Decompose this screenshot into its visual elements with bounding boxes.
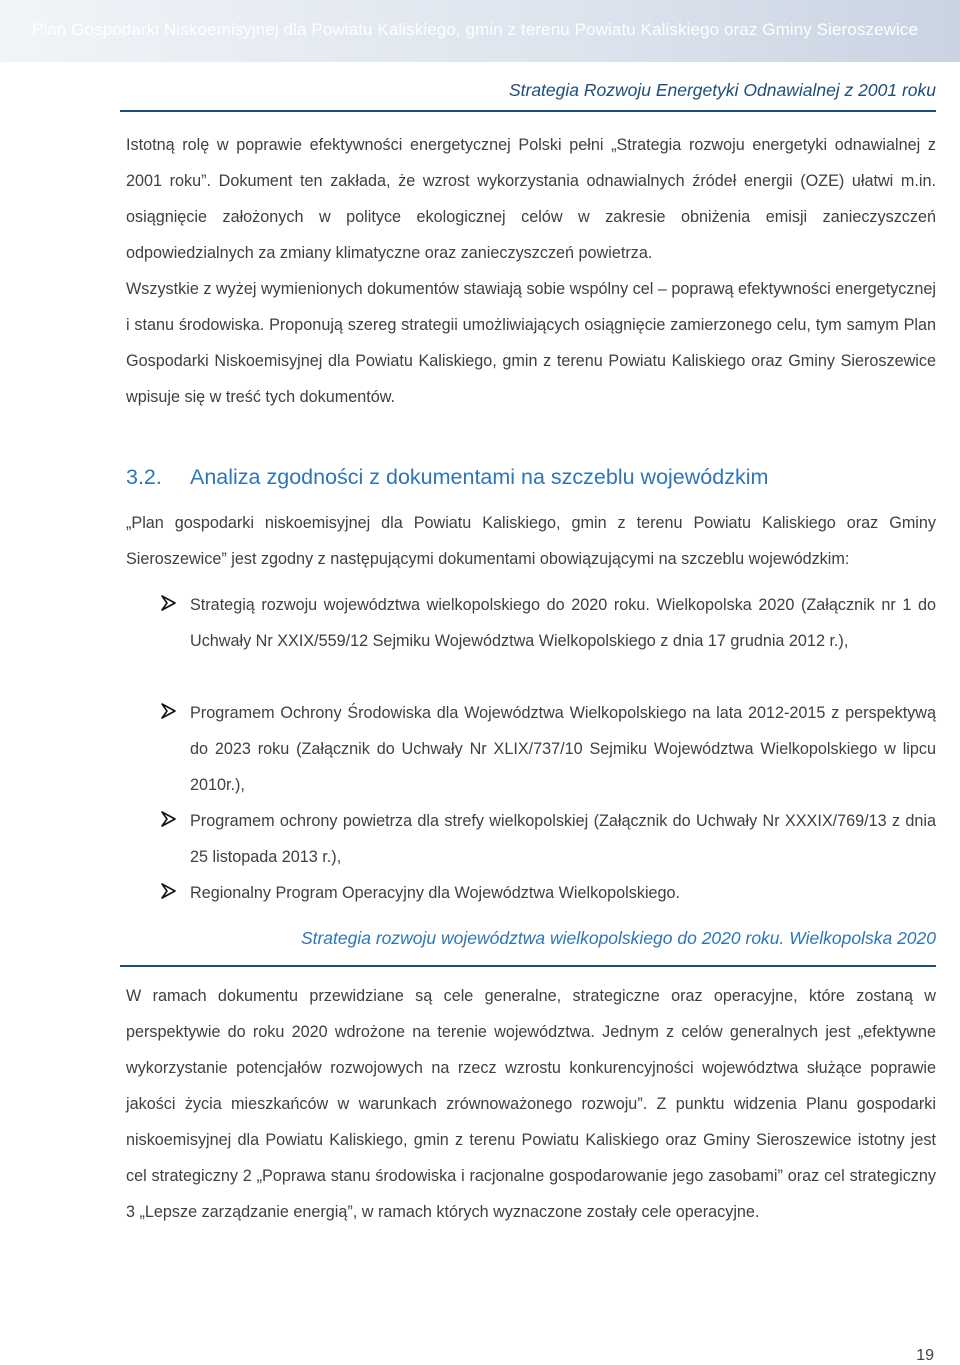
arrowhead-bullet-icon	[160, 809, 178, 829]
subsection-title: Strategia rozwoju województwa wielkopolskiego do 2020 roku. Wielkopolska 2020	[300, 928, 936, 948]
intro-paragraph-1: Istotną rolę w poprawie efektywności energetycznej Polski pełni „Strategia rozwoju energetyki odnawialnej z 2001 roku”. Dokument ten zakłada, że wzrost wykorzystania odnawialnych źródeł energii (OZE) ułatwi m.in. osiągnięcie założonych w polityce ekologicznej celów w zakresie obniżenia emisji zanieczyszczeń odpowiedzialnych za zmiany klimatyczne oraz zanieczyszczeń powietrza.	[126, 136, 936, 262]
page-number: 19	[916, 1347, 934, 1364]
list-item-text: Strategią rozwoju województwa wielkopolskiego do 2020 roku. Wielkopolska 2020 (Załącznik nr 1 do Uchwały Nr XXIX/559/12 Sejmiku Województwa Wielkopolskiego z dnia 17 grudnia 2012 r.),	[190, 596, 936, 650]
banner-title: Plan Gospodarki Niskoemisyjnej dla Powiatu Kaliskiego, gmin z terenu Powiatu Kaliskiego oraz Gminy Sieroszewice	[32, 20, 919, 39]
list-item-text: Programem Ochrony Środowiska dla Województwa Wielkopolskiego na lata 2012-2015 z perspektywą do 2023 roku (Załącznik do Uchwały Nr XLIX/737/10 Sejmiku Województwa Wielkopolskiego w lipcu 2010r.),	[190, 704, 936, 794]
arrowhead-bullet-icon	[160, 593, 178, 613]
section-intro-paragraph: „Plan gospodarki niskoemisyjnej dla Powiatu Kaliskiego, gmin z terenu Powiatu Kaliskiego oraz Gminy Sieroszewice” jest zgodny z następującymi dokumentami obowiązującymi na szczeblu wojewódzkim:	[126, 514, 936, 568]
arrowhead-bullet-icon	[160, 701, 178, 721]
subsection-rule	[120, 965, 936, 967]
list-item-text: Regionalny Program Operacyjny dla Województwa Wielkopolskiego.	[190, 884, 681, 902]
section-heading	[126, 465, 768, 490]
section-number: 3.2.	[126, 465, 162, 489]
section-header-rule	[120, 110, 936, 112]
section-heading-title: Analiza zgodności z dokumentami na szczeblu wojewódzkim	[190, 465, 769, 489]
subsection-paragraph: W ramach dokumentu przewidziane są cele generalne, strategiczne oraz operacyjne, które zostaną w perspektywie do roku 2020 wdrożone na terenie województwa. Jednym z celów generalnych jest „efektywne wykorzystanie potencjałów rozwojowych na rzecz wzrostu konkurencyjności województwa służące poprawie jakości życia mieszkańców w warunkach zrównoważonego rozwoju”. Z punktu widzenia Planu gospodarki niskoemisyjnej dla Powiatu Kaliskiego, gmin z terenu Powiatu Kaliskiego oraz Gminy Sieroszewice istotny jest cel strategiczny 2 „Poprawa stanu środowiska i racjonalne gospodarowanie jego zasobami” oraz cel strategiczny 3 „Lepsze zarządzanie energią”, w ramach których wyznaczone zostały cele operacyjne.	[126, 987, 936, 1221]
list-item-text: Programem ochrony powietrza dla strefy wielkopolskiej (Załącznik do Uchwały Nr XXXIX/769/13 z dnia 25 listopada 2013 r.),	[190, 812, 936, 866]
section-header-title: Strategia Rozwoju Energetyki Odnawialnej z 2001 roku	[508, 80, 936, 100]
arrowhead-bullet-icon	[160, 881, 178, 901]
document-banner	[0, 0, 960, 62]
intro-paragraph-2: Wszystkie z wyżej wymienionych dokumentów stawiają sobie wspólny cel – poprawą efektywności energetycznej i stanu środowiska. Proponują szereg strategii umożliwiających osiągnięcie zamierzonego celu, tym samym Plan Gospodarki Niskoemisyjnej dla Powiatu Kaliskiego, gmin z terenu Powiatu Kaliskiego oraz Gminy Sieroszewice wpisuje się w treść tych dokumentów.	[126, 280, 936, 406]
